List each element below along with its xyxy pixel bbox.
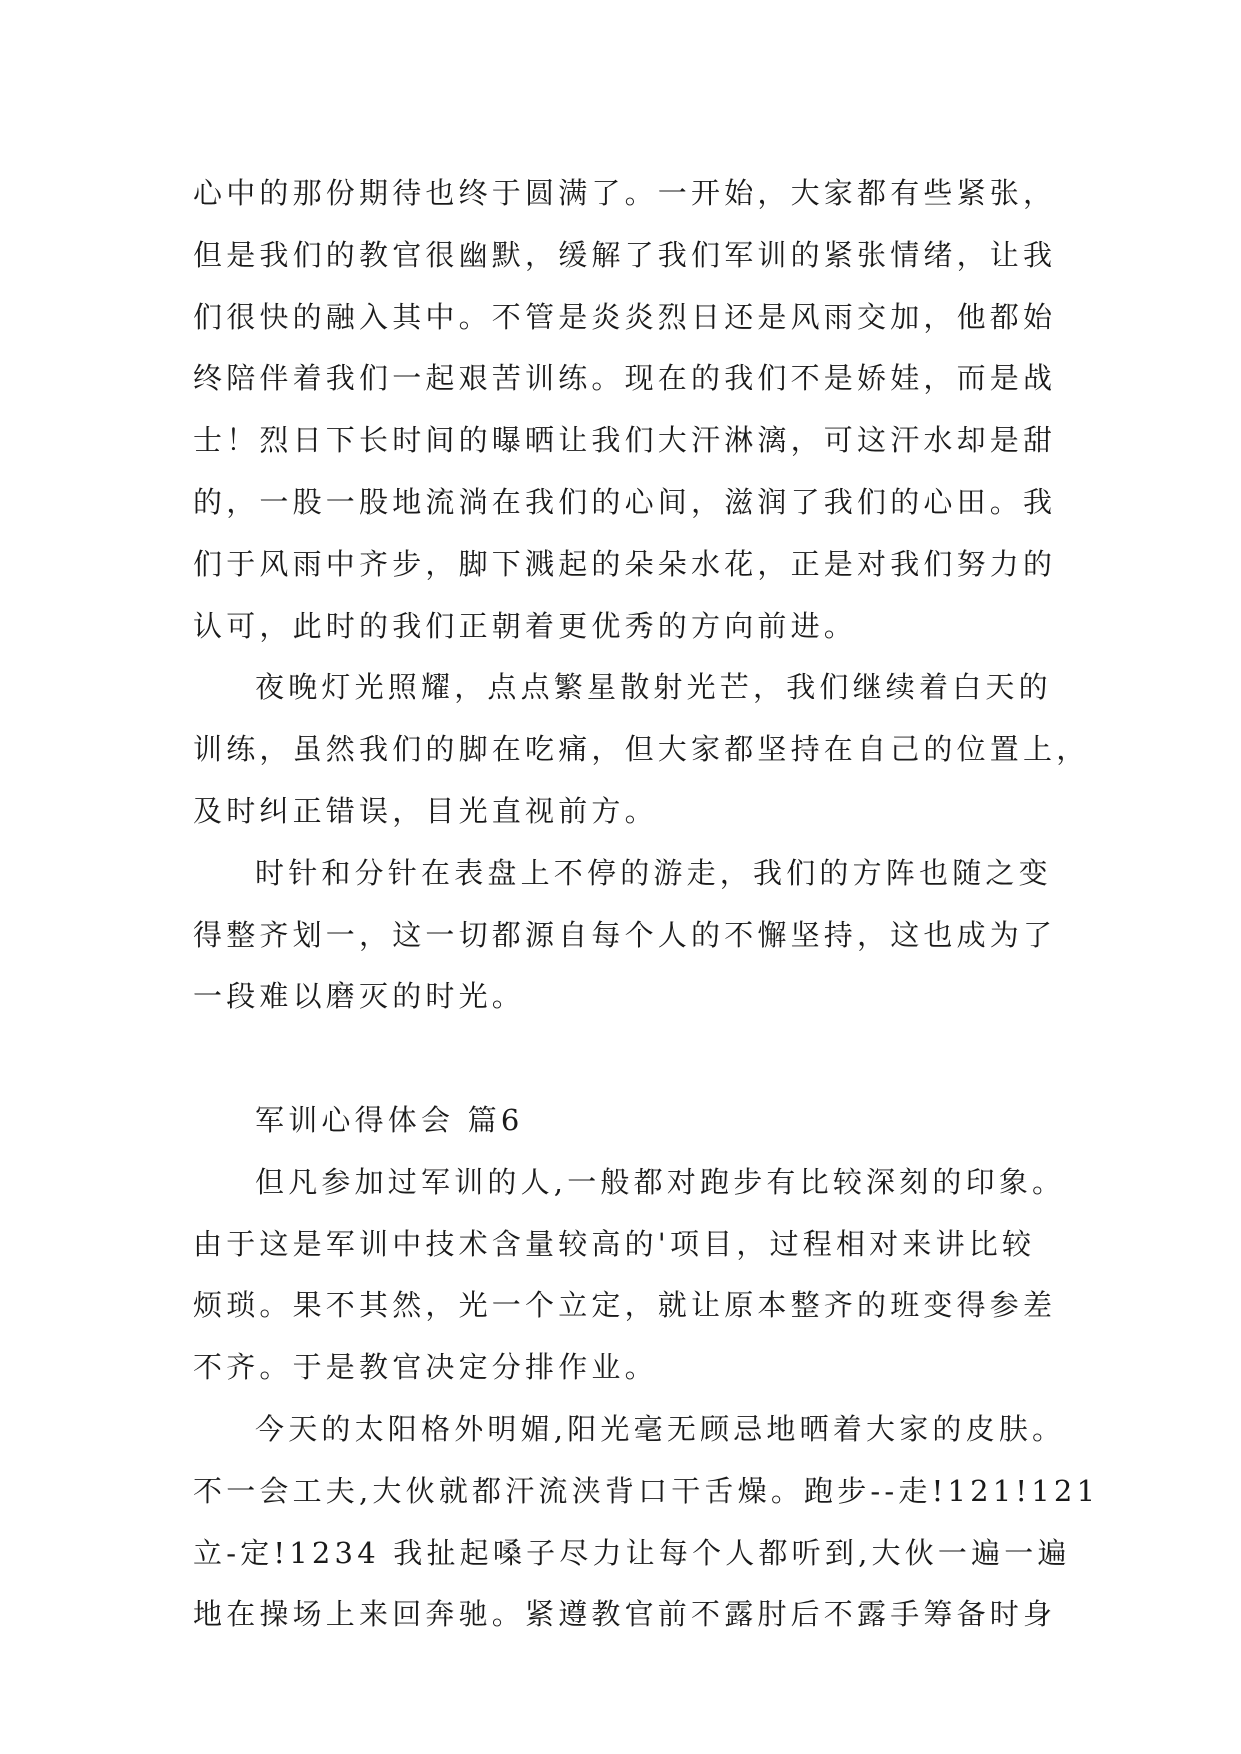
text-line: 由于这是军训中技术含量较高的'项目，过程相对来讲比较	[193, 1226, 1036, 1261]
paragraph-2	[193, 657, 1090, 842]
text-line: 夜晚灯光照耀，点点繁星散射光芒，我们继续着白天的	[255, 670, 1052, 705]
text-line: 一段难以磨灭的时光。	[193, 979, 526, 1014]
text-line: 们于风雨中齐步，脚下溅起的朵朵水花，正是对我们努力的	[193, 546, 1057, 581]
text-line: 烦琐。果不其然，光一个立定，就让原本整齐的班变得参差	[193, 1288, 1057, 1323]
text-line: 的，一股一股地流淌在我们的心间，滋润了我们的心田。我	[193, 484, 1057, 519]
text-line: 今天的太阳格外明媚,阳光毫无顾忌地晒着大家的皮肤。	[255, 1411, 1066, 1446]
text-line: 不齐。于是教官决定分排作业。	[193, 1350, 658, 1385]
text-line: 认可，此时的我们正朝着更优秀的方向前进。	[193, 608, 858, 643]
paragraph-4	[193, 1152, 1066, 1399]
text-line: 但是我们的教官很幽默，缓解了我们军训的紧张情绪，让我	[193, 237, 1057, 272]
text-line: 及时纠正错误，目光直视前方。	[193, 793, 658, 828]
text-line: 不一会工夫,大伙就都汗流浃背口干舌燥。跑步--走!121!121	[193, 1473, 1100, 1508]
document-body	[193, 163, 1100, 1646]
text-line: 心中的那份期待也终于圆满了。一开始，大家都有些紧张，	[193, 176, 1057, 210]
text-line: 士！烈日下长时间的曝晒让我们大汗淋漓，可这汗水却是甜	[193, 423, 1057, 458]
paragraph-3	[193, 843, 1058, 1028]
text-line: 得整齐划一，这一切都源自每个人的不懈坚持，这也成为了	[193, 917, 1057, 952]
text-line: 立-定!1234 我扯起嗓子尽力让每个人都听到,大伙一遍一遍	[193, 1535, 1071, 1570]
text-line: 但凡参加过军训的人,一般都对跑步有比较深刻的印象。	[255, 1164, 1066, 1199]
text-line: 终陪伴着我们一起艰苦训练。现在的我们不是娇娃，而是战	[193, 361, 1057, 396]
text-line: 们很快的融入其中。不管是炎炎烈日还是风雨交加，他都始	[193, 299, 1057, 334]
paragraph-5	[193, 1399, 1100, 1646]
section-heading: 军训心得体会 篇6	[255, 1102, 524, 1137]
paragraph-1	[193, 163, 1058, 657]
text-line: 时针和分针在表盘上不停的游走，我们的方阵也随之变	[255, 855, 1052, 890]
text-line: 地在操场上来回奔驰。紧遵教官前不露肘后不露手筹备时身	[193, 1597, 1057, 1632]
text-line: 训练，虽然我们的脚在吃痛，但大家都坚持在自己的位置上，	[193, 732, 1090, 767]
